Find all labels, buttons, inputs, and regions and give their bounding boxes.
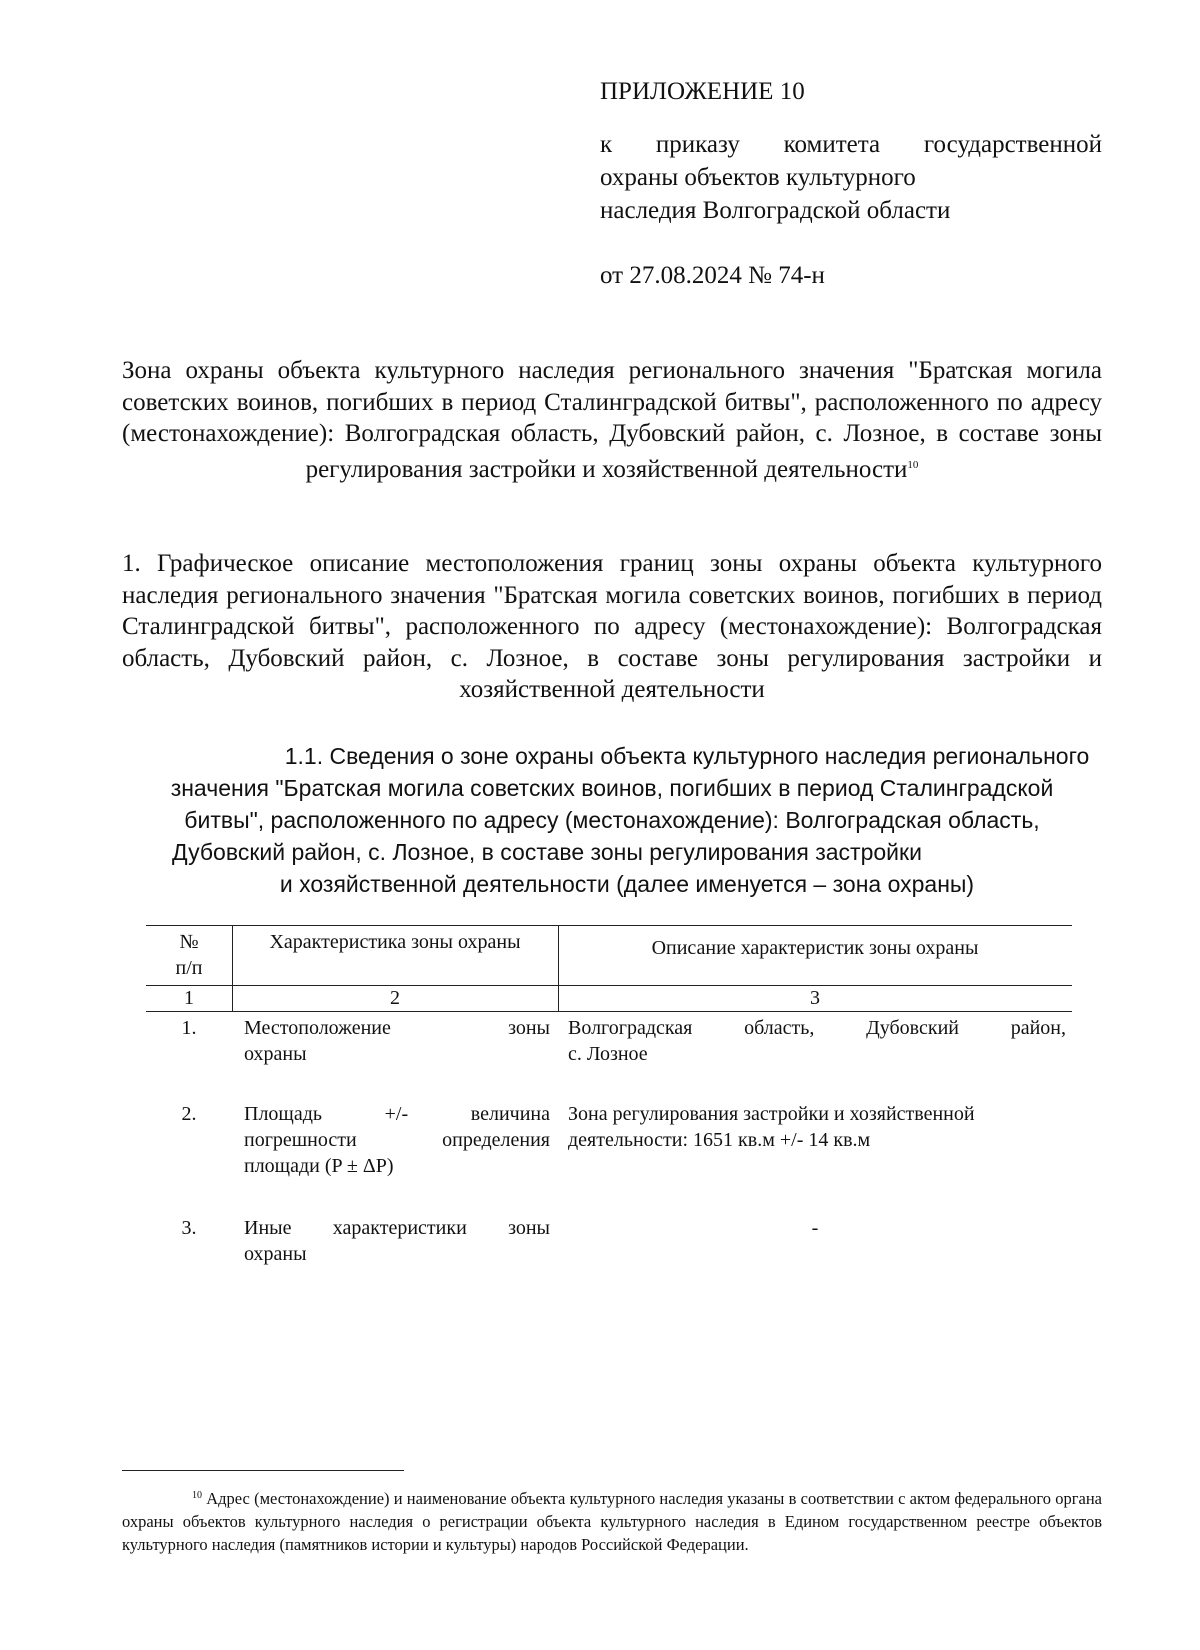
row-2-char-line-3: площади (P ± ΔP) [244,1155,394,1177]
table-row-1-description [568,1015,1066,1067]
row-1-char-line-1: Местоположение зоны [244,1017,550,1039]
section-1-1-line-1: 1.1. Сведения о зоне охраны объекта культурного наследия регионального [284,743,1090,769]
section-1-1-line-5: и хозяйственной деятельности (далее именуется – зона охраны) [279,871,975,897]
header-characteristic: Характеристика зоны охраны [269,931,521,953]
row-3-char-line-2: охраны [244,1243,307,1265]
row-2-desc-line-1: Зона регулирования застройки и хозяйственной [568,1103,975,1125]
header-description: Описание характеристик зоны охраны [651,937,979,959]
order-date: от 27.08.2024 № 74-н [600,262,825,289]
table-row-2-description [568,1101,1066,1153]
footnote-ref: 10 [192,1490,202,1501]
table-row-1-characteristic [244,1015,550,1067]
section-1-1-heading [122,740,1102,900]
row-2-char-line-2: погрешности определения [244,1129,550,1151]
colnum-2: 2 [390,987,400,1009]
zone-title-text: Зона охраны объекта культурного наследия регионального значения "Братская могила советских воинов, погибших в период Сталинградской битвы", расположенного по адресу (местонахождение): Волгоградская область, Дубовский район, с. Лозное, в составе зоны регулирования застройки и хозяйственной деятельности [122,357,1102,483]
table-row-2-num: 2. [181,1103,197,1125]
section-1-heading: 1. Графическое описание местоположения границ зоны охраны объекта культурного наследия регионального значения "Братская могила советских воинов, погибших в период Сталинградской битвы", расположенного по адресу (местонахождение): Волгоградская область, Дубовский район, с. Лозное, в составе зоны регулирования застройки и хозяйственной деятельности [122,550,1102,703]
row-1-char-line-2: охраны [244,1043,307,1065]
row-1-desc-line-2: с. Лозное [568,1043,648,1065]
table-colnum-divider [146,1011,1072,1012]
section-1-1-line-2: значения "Братская могила советских воинов, погибших в период Сталинградской [170,775,1054,801]
row-2-desc-line-2: деятельности: 1651 кв.м +/- 14 кв.м [568,1129,871,1151]
table-row-3-description: - [811,1217,819,1239]
zone-title [122,355,1102,485]
colnum-3: 3 [810,987,820,1009]
colnum-1: 1 [184,987,194,1009]
table-row-3-characteristic [244,1215,550,1267]
footnote-separator [122,1470,404,1471]
row-3-char-line-1: Иные характеристики зоны [244,1217,550,1239]
order-line-2: охраны объектов культурного [600,164,916,191]
row-1-desc-line-1: Волгоградская область, Дубовский район, [568,1017,1066,1039]
header-num: № п/п [175,931,203,979]
order-line-3: наследия Волгоградской области [600,197,951,224]
order-line-1: к приказу комитета государственной [600,131,1102,158]
table-row-1-num: 1. [181,1017,197,1039]
table-top-border [146,925,1072,926]
table-row-3-num: 3. [181,1217,197,1239]
section-1-1-line-3: битвы", расположенного по адресу (местонахождение): Волгоградская область, [184,807,1040,833]
section-1-1-line-4: Дубовский район, с. Лозное, в составе зоны регулирования застройки [172,839,922,865]
footnote-marker: 10 [907,458,919,471]
footnote [122,1484,1102,1556]
order-reference [600,128,1102,227]
appendix-title: ПРИЛОЖЕНИЕ 10 [600,78,805,105]
table-row-2-characteristic [244,1101,550,1179]
footnote-text: Адрес (местонахождение) и наименование объекта культурного наследия указаны в соответствии с актом федерального органа охраны объектов культурного наследия о регистрации объекта культурного наследия в Едином государственном реестре объектов культурного наследия (памятников истории и культуры) народов Российской Федерации. [122,1489,1103,1554]
row-2-char-line-1: Площадь +/- величина [244,1103,550,1125]
